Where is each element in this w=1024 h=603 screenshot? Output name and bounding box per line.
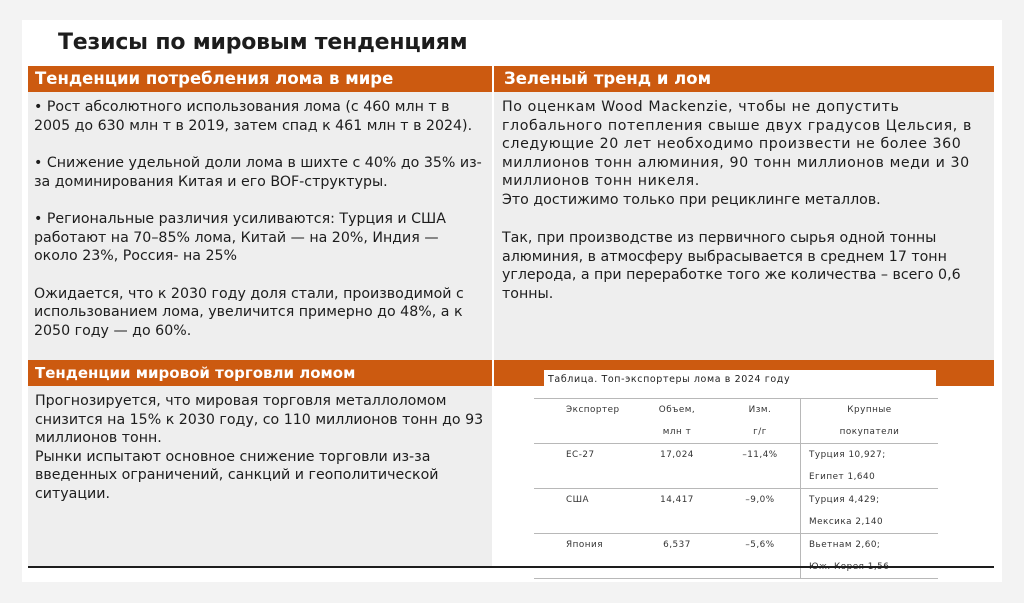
green-intro: По оценкам Wood Mackenzie, чтобы не допустить глобального потепления свыше двух градусов Цельсия, в следующие 20 лет необходимо произвести не более 360 миллионов тонн алюминия, 90 тонн миллионов меди и 30 миллионов тонн никеля.: [502, 99, 972, 189]
table-row: США 14,417 –9,0% Турция 4,429;: [534, 489, 938, 512]
page-title: Тезисы по мировым тенденциям: [58, 30, 468, 55]
col-buyers-2: покупатели: [801, 421, 939, 444]
col-volume: Объем,: [634, 399, 720, 422]
table-caption: Таблица. Топ-экспортеры лома в 2024 году: [548, 374, 791, 385]
consumption-panel: [28, 92, 492, 360]
col-exporter: Экспортер: [534, 399, 634, 422]
trade-header: Тенденции мировой торговли ломом: [28, 360, 492, 386]
col-change-unit: г/г: [753, 427, 767, 437]
consumption-point-3: • Региональные различия усиливаются: Турция и США работают на 70–85% лома, Китай — на 20%, Индия — около 23%, Россия- на 25%: [34, 211, 446, 264]
col-buyers: Крупные: [801, 399, 939, 422]
table-row-cont: Мексика 2,140: [534, 511, 938, 534]
green-trend-header: Зеленый тренд и лом: [494, 66, 994, 92]
green-trend-panel: [494, 92, 994, 360]
table-row: ЕС-27 17,024 –11,4% Турция 10,927;: [534, 444, 938, 467]
col-volume-unit: млн т: [662, 427, 692, 437]
green-note: Это достижимо только при рециклинге металлов.: [502, 191, 881, 208]
consumption-forecast: Ожидается, что к 2030 году доля стали, производимой с использованием лома, увеличится примерно до 48%, а к 2050 году — до 60%.: [34, 285, 464, 339]
exporters-table: [534, 398, 938, 579]
consumption-header: Тенденции потребления лома в мире: [28, 66, 492, 92]
table-row-cont: Египет 1,640: [534, 466, 938, 489]
trade-panel: [28, 386, 492, 566]
consumption-point-2: • Снижение удельной доли лома в шихте с 40% до 35% из-за доминирования Китая и его BOF-структуры.: [34, 155, 482, 190]
bottom-rule: [28, 566, 994, 568]
table-row: Япония 6,537 –5,6% Вьетнам 2,60;: [534, 534, 938, 557]
green-para-2: Так, при производстве из первичного сырья одной тонны алюминия, в атмосферу выбрасывается в среднем 17 тонн углерода, а при переработке того же количества – всего 0,6 тонны.: [502, 230, 961, 302]
table-header-row-2: [534, 421, 938, 444]
table-header-row: [534, 399, 938, 422]
trade-para-1: Прогнозируется, что мировая торговля металлоломом снизится на 15% к 2030 году, со 110 миллионов тонн до 93 миллионов тонн.: [35, 393, 484, 446]
trade-para-2: Рынки испытают основное снижение торговли из-за введенных ограничений, санкций и геополитической ситуации.: [35, 448, 439, 502]
consumption-point-1: • Рост абсолютного использования лома (с 460 млн т в 2005 до 630 млн т в 2019, затем спад к 461 млн т в 2024).: [34, 99, 473, 134]
col-change: Изм.: [720, 399, 801, 422]
